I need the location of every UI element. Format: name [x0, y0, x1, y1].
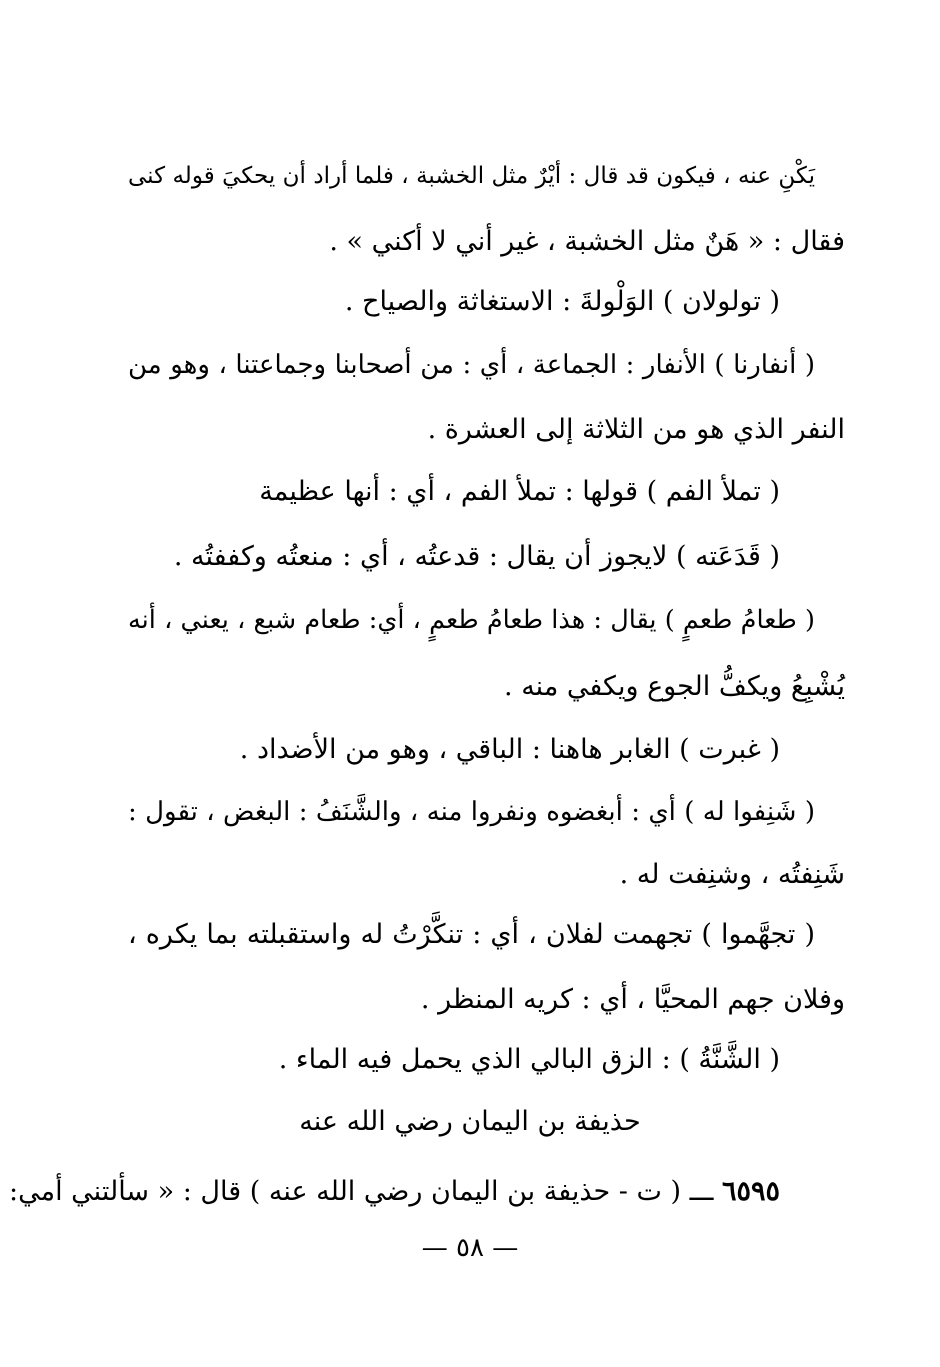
hadith-dash: ـــ [689, 1176, 714, 1207]
text-line-9: يُشْبِعُ ويكفُّ الجوع ويكفي منه . [504, 671, 845, 702]
text-line-13: ( تجهَّموا ) تجهمت لفلان ، أي : تنكَّرْتُ له واستقبلته بما يكره ، [128, 919, 815, 950]
text-line-12: شَنِفتُه ، وشنِفت له . [619, 859, 845, 890]
text-line-14: وفلان جهم المحيَّا ، أي : كريه المنظر . [420, 984, 845, 1015]
hadith-line [9, 1172, 780, 1212]
text-line-11: ( شَنِفوا له ) أي : أبغضوه ونفروا منه ، والشَّنَفُ : البغض ، تقول : [128, 797, 815, 827]
text-line-7: ( قَدَعَته ) لايجوز أن يقال : قدعتُه ، أي : منعتُه وكففتُه . [173, 541, 780, 572]
hadith-text: ( ت - حذيفة بن اليمان رضي الله عنه ) قال : « سألتني أمي: [9, 1176, 682, 1207]
text-line-15: ( الشَّنَّةُ ) : الزق البالي الذي يحمل فيه الماء . [278, 1044, 780, 1075]
hadith-number: ٦٥٩٥ [721, 1176, 780, 1207]
text-line-5: النفر الذي هو من الثلاثة إلى العشرة . [427, 414, 845, 445]
text-line-2: فقال : « هَنٌ مثل الخشبة ، غير أني لا أكني » . [329, 226, 845, 257]
page-number: — ٥٨ — [421, 1233, 519, 1263]
text-line-3: ( تولولان ) الوَلْولةَ : الاستغاثة والصياح . [344, 286, 780, 317]
text-line-8: ( طعامُ طعمٍ ) يقال : هذا طعامُ طعمٍ ، أي: طعام شبع ، يعني ، أنه [128, 605, 815, 635]
text-line-4: ( أنفارنا ) الأنفار : الجماعة ، أي : من أصحابنا وجماعتنا ، وهو من [128, 350, 815, 380]
text-line-10: ( غبرت ) الغابر هاهنا : الباقي ، وهو من الأضداد . [239, 734, 780, 765]
section-heading: حذيفة بن اليمان رضي الله عنه [299, 1106, 641, 1137]
text-line-1: يَكْنِ عنه ، فيكون قد قال : أيْرٌ مثل الخشبة ، فلما أراد أن يحكيَ قوله كنى [128, 163, 815, 189]
text-line-6: ( تملأ الفم ) قولها : تملأ الفم ، أي : أنها عظيمة [259, 476, 780, 507]
